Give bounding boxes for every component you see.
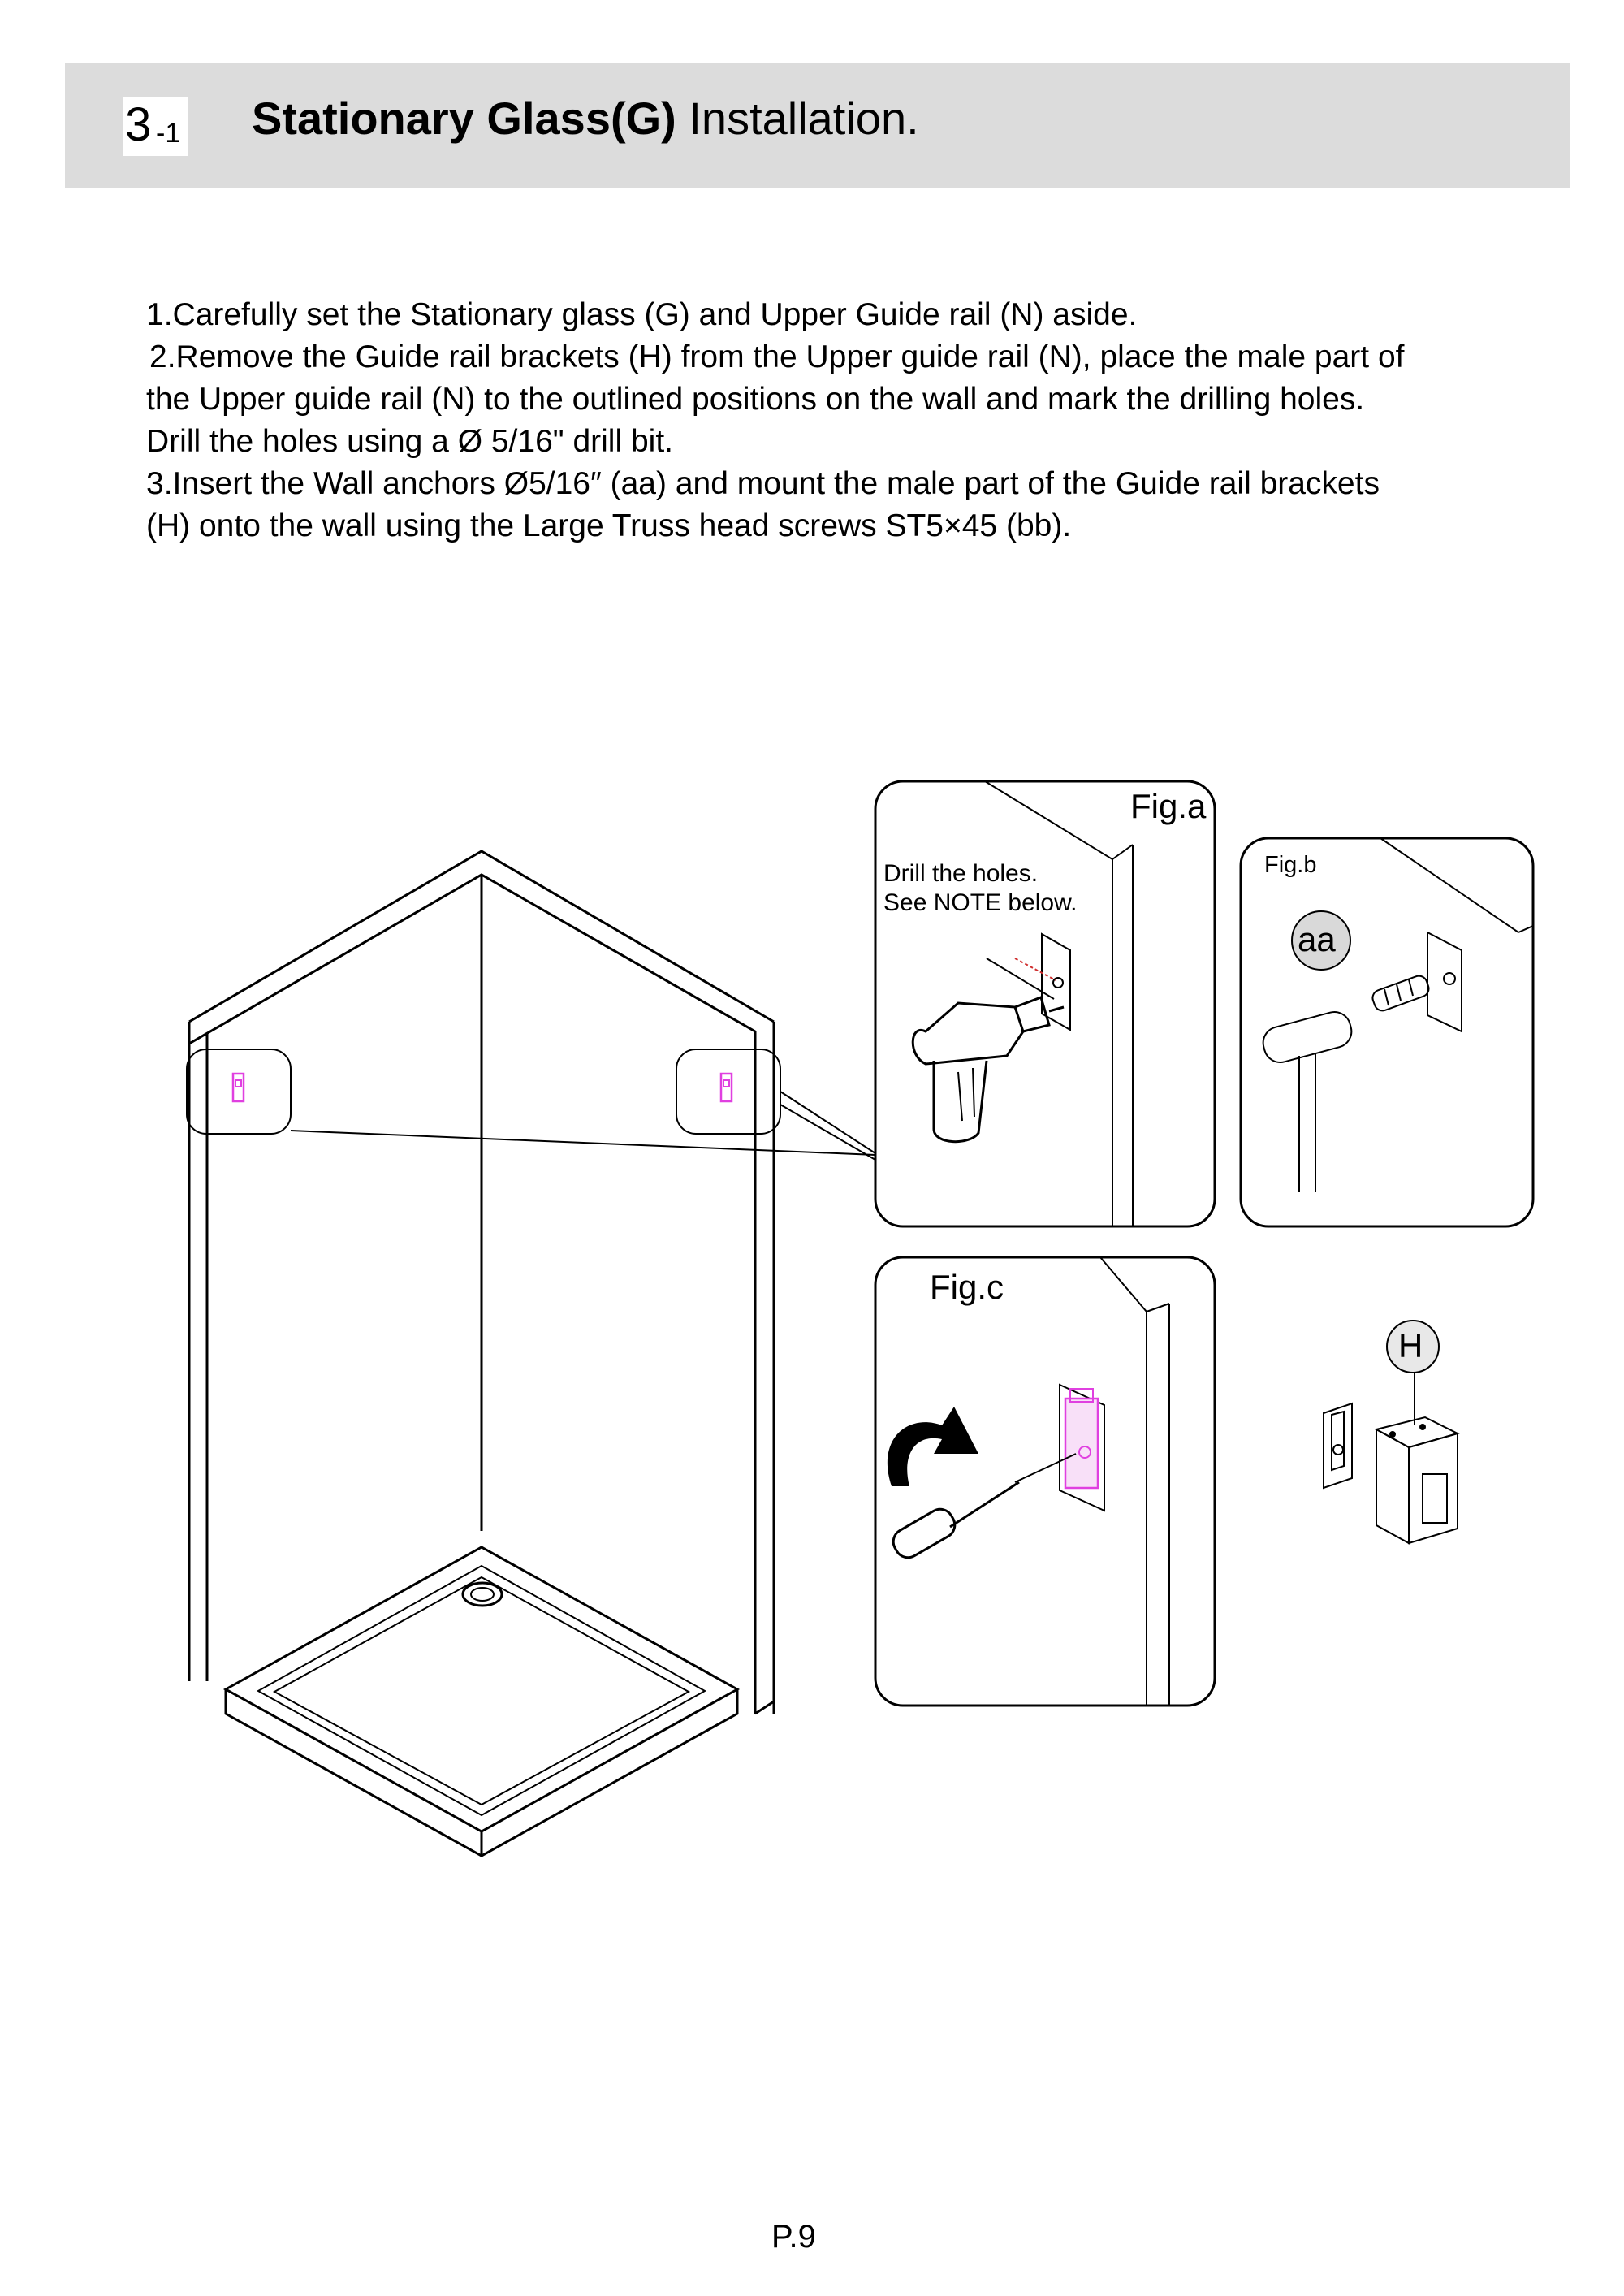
wall-anchor-icon	[1371, 974, 1432, 1013]
instruction-line: 1.Carefully set the Stationary glass (G) and Upper Guide rail (N) aside.	[146, 297, 1138, 332]
shower-tray	[226, 1547, 737, 1856]
callout-left	[187, 1049, 291, 1134]
fig-a-note-line2: See NOTE below.	[883, 889, 1078, 916]
leader-line	[291, 1131, 875, 1155]
shower-enclosure	[189, 851, 774, 1714]
fig-b-panel	[1241, 838, 1533, 1226]
rotate-arrow-icon	[888, 1407, 978, 1486]
instruction-line: the Upper guide rail (N) to the outlined positions on the wall and mark the drilling holes.	[146, 382, 1365, 417]
fig-a-note-line1: Drill the holes.	[883, 860, 1039, 887]
fig-b-label: Fig.b	[1264, 852, 1317, 878]
fig-c-label: Fig.c	[930, 1268, 1004, 1306]
fig-a-label: Fig.a	[1130, 787, 1207, 825]
drill-icon	[913, 997, 1064, 1142]
fig-a-panel	[875, 781, 1215, 1226]
part-aa-label: aa	[1298, 920, 1336, 958]
fig-c-panel	[875, 1257, 1215, 1706]
title-rest: Installation.	[676, 93, 919, 144]
step-number: 3	[125, 98, 152, 151]
instruction-line: 3.Insert the Wall anchors Ø5/16″ (aa) and mount the male part of the Guide rail brackets	[146, 466, 1380, 501]
part-h-illustration	[1324, 1321, 1458, 1543]
screwdriver-icon	[888, 1482, 1019, 1563]
instruction-line: (H) onto the wall using the Large Truss head screws ST5×45 (bb).	[146, 508, 1072, 543]
step-suffix: -1	[156, 118, 181, 149]
title-bold: Stationary Glass(G)	[252, 93, 676, 144]
hammer-icon	[1259, 1009, 1355, 1192]
callout-right	[676, 1049, 780, 1134]
page-number: P.9	[771, 2219, 816, 2255]
instruction-line: Drill the holes using a Ø 5/16" drill bit.	[146, 424, 673, 459]
leader-line	[780, 1092, 875, 1153]
instruction-line: 2.Remove the Guide rail brackets (H) from the Upper guide rail (N), place the male part of	[149, 339, 1405, 374]
part-h-label: H	[1398, 1326, 1423, 1364]
